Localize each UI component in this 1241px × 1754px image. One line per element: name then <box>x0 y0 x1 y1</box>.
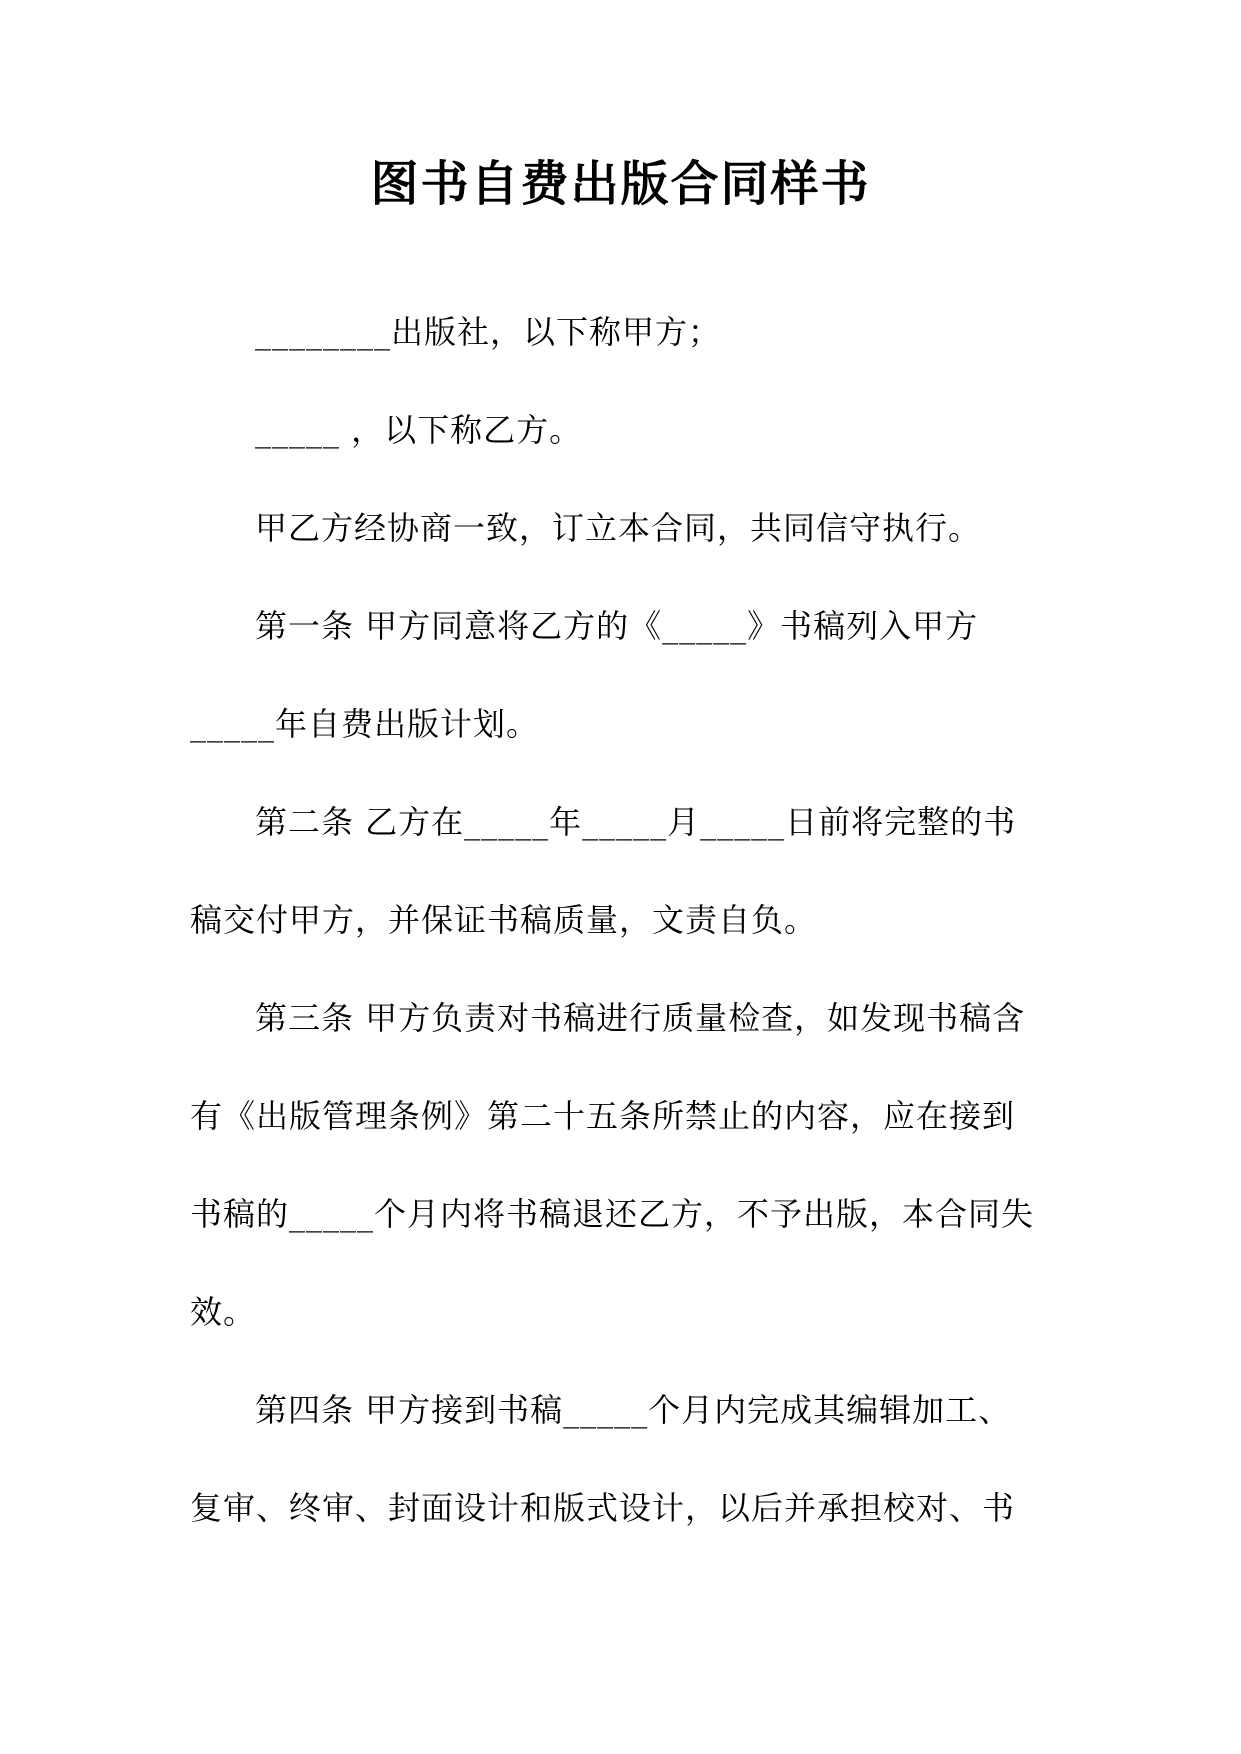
clause-1-line-2: _____年自费出版计划。 <box>190 705 540 743</box>
clause-1-line-1: 第一条 甲方同意将乙方的《_____》书稿列入甲方 <box>255 607 979 645</box>
clause-3-line-1: 第三条 甲方负责对书稿进行质量检查，如发现书稿含 <box>255 999 1026 1037</box>
clause-2-line-1: 第二条 乙方在_____年_____月_____日前将完整的书 <box>255 803 1017 841</box>
clause-4-line-1: 第四条 甲方接到书稿_____个月内完成其编辑加工、 <box>255 1391 1012 1429</box>
clause-3-line-3: 书稿的_____个月内将书稿退还乙方，不予出版，本合同失 <box>190 1195 1035 1233</box>
paragraph-line-agreement: 甲乙方经协商一致，订立本合同，共同信守执行。 <box>255 509 982 547</box>
document-title: 图书自费出版合同样书 <box>370 156 871 212</box>
clause-3-line-2: 有《出版管理条例》第二十五条所禁止的内容，应在接到 <box>190 1097 1016 1135</box>
clause-2-line-2: 稿交付甲方，并保证书稿质量，文责自负。 <box>190 901 818 939</box>
clause-3-line-4: 效。 <box>190 1293 257 1331</box>
paragraph-line-party-b: _____ ，以下称乙方。 <box>255 411 583 449</box>
clause-4-line-2: 复审、终审、封面设计和版式设计，以后并承担校对、书 <box>190 1489 1016 1527</box>
paragraph-line-party-a: ________出版社，以下称甲方； <box>255 313 722 351</box>
